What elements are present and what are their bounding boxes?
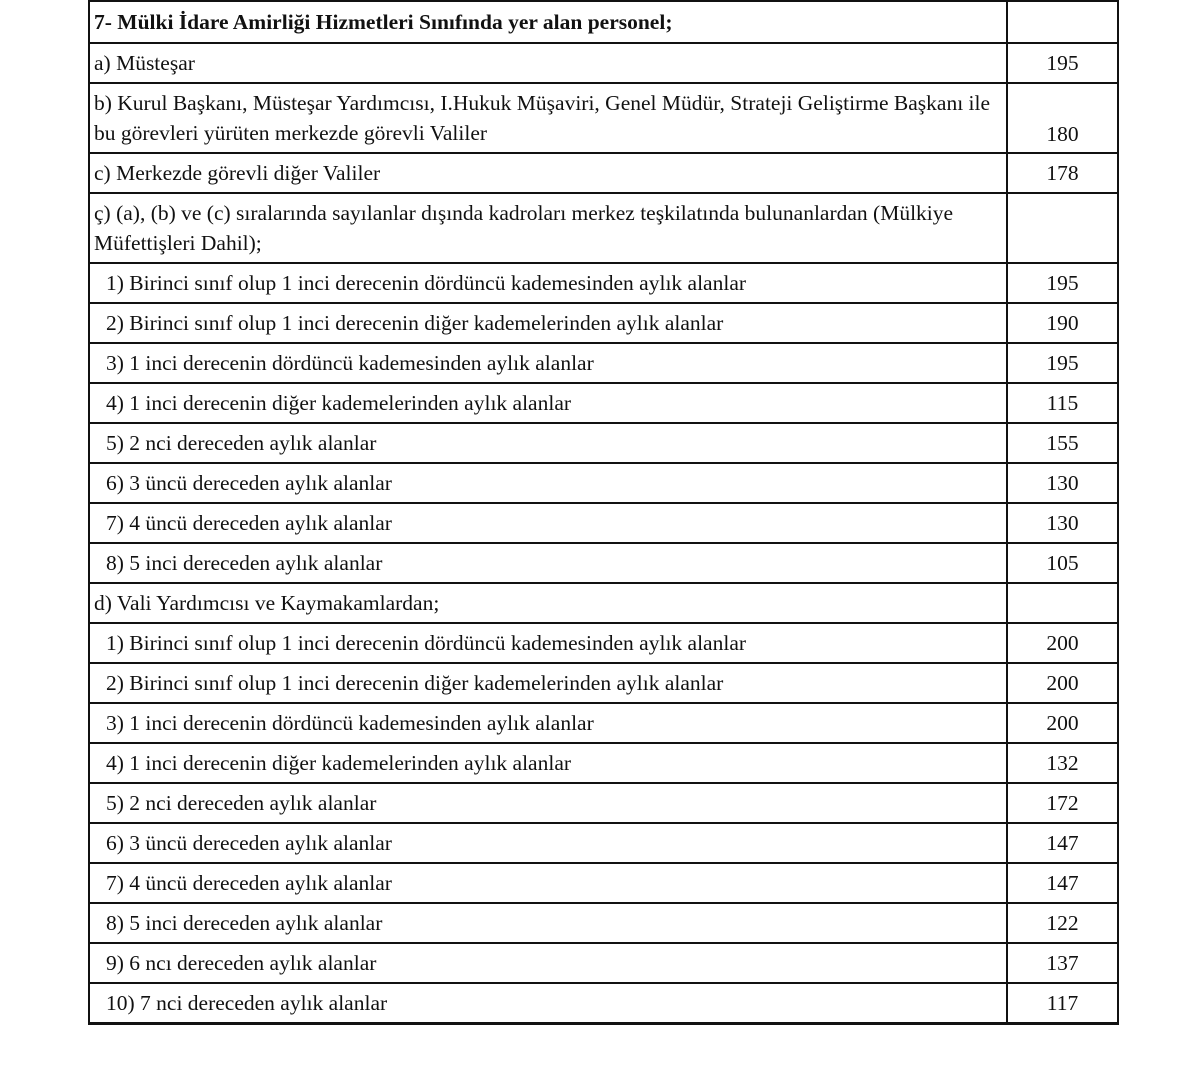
row-value: 137 bbox=[1007, 943, 1118, 983]
row-label: 4) 1 inci derecenin diğer kademelerinden aylık alanlar bbox=[89, 743, 1007, 783]
section-label: ç) (a), (b) ve (c) sıralarında sayılanlar dışında kadroları merkez teşkilatında bulunanlardan (Mülkiye Müfettişleri Dahil); bbox=[89, 193, 1007, 263]
row-value: 200 bbox=[1007, 663, 1118, 703]
table-row bbox=[89, 543, 1118, 583]
row-value: 190 bbox=[1007, 303, 1118, 343]
table-title-row bbox=[89, 1, 1118, 43]
row-value: 200 bbox=[1007, 703, 1118, 743]
row-label: 4) 1 inci derecenin diğer kademelerinden aylık alanlar bbox=[89, 383, 1007, 423]
row-label: 10) 7 nci dereceden aylık alanlar bbox=[89, 983, 1007, 1023]
row-label: 1) Birinci sınıf olup 1 inci derecenin dördüncü kademesinden aylık alanlar bbox=[89, 623, 1007, 663]
row-label: 3) 1 inci derecenin dördüncü kademesinden aylık alanlar bbox=[89, 703, 1007, 743]
row-label: 8) 5 inci dereceden aylık alanlar bbox=[89, 543, 1007, 583]
row-label: b) Kurul Başkanı, Müsteşar Yardımcısı, I.Hukuk Müşaviri, Genel Müdür, Strateji Geliştirme Başkanı ile bu görevleri yürüten merkezde görevli Valiler bbox=[89, 83, 1007, 153]
row-label: 7) 4 üncü dereceden aylık alanlar bbox=[89, 863, 1007, 903]
row-value: 105 bbox=[1007, 543, 1118, 583]
row-value: 200 bbox=[1007, 623, 1118, 663]
row-label: 2) Birinci sınıf olup 1 inci derecenin diğer kademelerinden aylık alanlar bbox=[89, 303, 1007, 343]
row-label: 5) 2 nci dereceden aylık alanlar bbox=[89, 783, 1007, 823]
table-row-section bbox=[89, 193, 1118, 263]
table-row bbox=[89, 823, 1118, 863]
table-row bbox=[89, 153, 1118, 193]
personnel-indicator-table bbox=[88, 0, 1119, 1025]
table-row bbox=[89, 503, 1118, 543]
row-label: a) Müsteşar bbox=[89, 43, 1007, 83]
row-label: 2) Birinci sınıf olup 1 inci derecenin diğer kademelerinden aylık alanlar bbox=[89, 663, 1007, 703]
table-row bbox=[89, 783, 1118, 823]
row-label: 6) 3 üncü dereceden aylık alanlar bbox=[89, 463, 1007, 503]
row-value: 147 bbox=[1007, 823, 1118, 863]
row-label: 8) 5 inci dereceden aylık alanlar bbox=[89, 903, 1007, 943]
table-row bbox=[89, 383, 1118, 423]
row-label: 5) 2 nci dereceden aylık alanlar bbox=[89, 423, 1007, 463]
table-row-section bbox=[89, 583, 1118, 623]
row-value: 172 bbox=[1007, 783, 1118, 823]
row-label: 1) Birinci sınıf olup 1 inci derecenin dördüncü kademesinden aylık alanlar bbox=[89, 263, 1007, 303]
row-label: 7) 4 üncü dereceden aylık alanlar bbox=[89, 503, 1007, 543]
table-row bbox=[89, 623, 1118, 663]
table-title-value-cell bbox=[1007, 1, 1118, 43]
table-row bbox=[89, 423, 1118, 463]
row-value: 147 bbox=[1007, 863, 1118, 903]
table-row bbox=[89, 863, 1118, 903]
row-value: 122 bbox=[1007, 903, 1118, 943]
row-value: 115 bbox=[1007, 383, 1118, 423]
row-label: 3) 1 inci derecenin dördüncü kademesinden aylık alanlar bbox=[89, 343, 1007, 383]
row-value: 130 bbox=[1007, 463, 1118, 503]
table-title: 7- Mülki İdare Amirliği Hizmetleri Sınıfında yer alan personel; bbox=[89, 1, 1007, 43]
table-row bbox=[89, 263, 1118, 303]
row-value: 178 bbox=[1007, 153, 1118, 193]
row-value: 195 bbox=[1007, 343, 1118, 383]
row-label: 6) 3 üncü dereceden aylık alanlar bbox=[89, 823, 1007, 863]
row-value: 132 bbox=[1007, 743, 1118, 783]
row-value: 117 bbox=[1007, 983, 1118, 1023]
row-value: 180 bbox=[1007, 83, 1118, 153]
row-value bbox=[1007, 583, 1118, 623]
table-row bbox=[89, 83, 1118, 153]
table-row bbox=[89, 743, 1118, 783]
table-row bbox=[89, 463, 1118, 503]
row-value: 155 bbox=[1007, 423, 1118, 463]
row-label: c) Merkezde görevli diğer Valiler bbox=[89, 153, 1007, 193]
row-value bbox=[1007, 193, 1118, 263]
row-value: 130 bbox=[1007, 503, 1118, 543]
row-label: 9) 6 ncı dereceden aylık alanlar bbox=[89, 943, 1007, 983]
table-row bbox=[89, 983, 1118, 1023]
row-value: 195 bbox=[1007, 263, 1118, 303]
table-row bbox=[89, 703, 1118, 743]
table-row bbox=[89, 43, 1118, 83]
table-row bbox=[89, 903, 1118, 943]
table-row bbox=[89, 663, 1118, 703]
table-row bbox=[89, 303, 1118, 343]
row-value: 195 bbox=[1007, 43, 1118, 83]
section-label: d) Vali Yardımcısı ve Kaymakamlardan; bbox=[89, 583, 1007, 623]
table-row bbox=[89, 343, 1118, 383]
table-row bbox=[89, 943, 1118, 983]
